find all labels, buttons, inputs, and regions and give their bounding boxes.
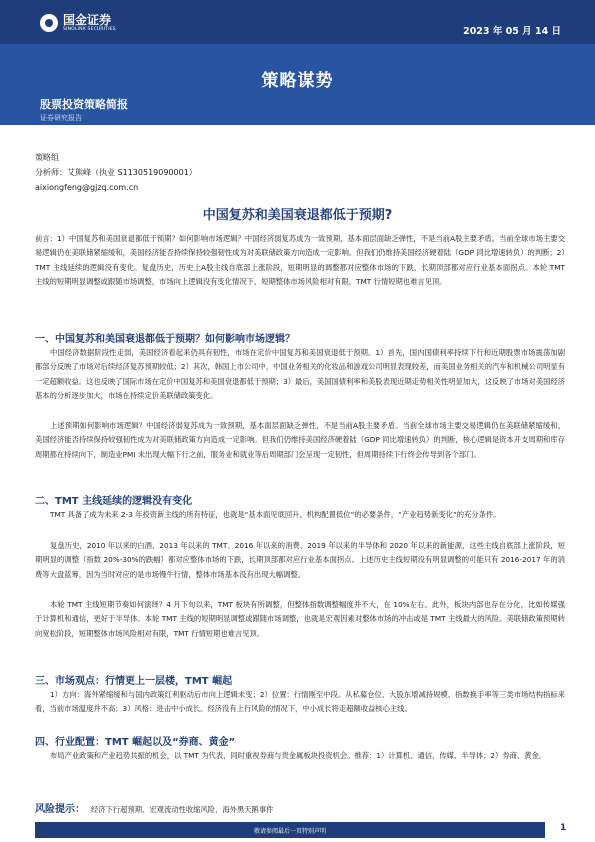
footer-bar	[35, 822, 545, 838]
section-1-paragraph-1: 中国经济数据阶段性走弱，美国经济看起来仍具有韧性，市场在定价中国复苏和美国衰退低于预期。1）首先，国内国债利率持续下行和近期股票市场震荡加剧都部分反映了市场对后续经济复苏预期较低；2）其次，韩国上市公司中，中国业务相关的化妆品和游戏公司明显表现较差，而美国业务相关的汽车和机械公司明显有一定超额收益。这也反映了国际市场在定价中国复苏和美国衰退都低于预期；3）最后，美国国债利率和美股表现近期走势相关性明显加大，这反映了市场对美国经济基本的分析逐步加大，市场在持续定价美联储政策变化。	[35, 348, 566, 400]
section-4-paragraph-1: 布局产业政策和产业趋势共振的机会，以 TMT 为代表，同时重视券商与贵金属板块投资机会。推荐：1）计算机、通信、传媒、半导体；2）券商、黄金。	[50, 751, 547, 760]
strategy-title: 策略谋势	[261, 71, 334, 91]
main-title: 中国复苏和美国衰退都低于预期?	[202, 208, 393, 223]
analyst-email[interactable]: aixiongfeng@gjzq.com.cn	[35, 183, 139, 192]
header-band	[0, 0, 595, 44]
analyst-info	[35, 150, 197, 195]
footer-disclaimer: 敬请参阅最后一页特别声明	[253, 828, 326, 835]
report-date: 2023 年 05 月 14 日	[463, 26, 561, 37]
section-2-paragraph-2: 复盘历史，2010 年以来的白酒、2013 年以来的 TMT、2016 年以来的消费、2019 年以来的半导体和 2020 年以来的新能源，这些主线自底部上涨阶段，短期明显的调整（指数 20%-30%的跌幅）都对应整体市场的下跌，长期顶部都对应行业基本面拐点。上述历史主线短期没有明显调整的可能只有 2016-2017 年的消费等大盘蓝筹，因为当时对应的是市场慢牛行情，整体市场基本没有出现大幅调整。	[35, 541, 565, 579]
title-band	[0, 44, 595, 125]
section-heading-1: 一、中国复苏和美国衰退都低于预期？如何影响市场逻辑？	[35, 334, 295, 345]
risk-warning	[35, 800, 273, 815]
section-heading-3: 三、市场观点：行情更上一层楼，TMT 崛起	[35, 676, 233, 687]
section-2-paragraph-1: TMT 具备了成为未来 2-3 年投资新主线的所有特征，也就是“基本面见底回升、机构配置低位”的必要条件，“产业趋势新变化”的充分条件。	[50, 510, 501, 519]
logo-en: SINOLINK SECURITIES	[63, 27, 116, 32]
section-heading-4: 四、行业配置：TMT 崛起以及“券商、黄金”	[35, 737, 236, 748]
analyst-name: 分析师：艾熊峰（执业 S1130519090001）	[35, 168, 197, 177]
section-heading-2: 二、TMT 主线延续的逻辑没有变化	[35, 496, 193, 507]
logo-cn: 国金证券	[63, 13, 112, 27]
section-1-paragraph-2: 上述预期如何影响市场逻辑？中国经济弱复苏成为一致预期，基本面层面缺乏弹性，不是当前A股主要矛盾。当前全球市场主要交易逻辑仍在美联储紧缩缓和，美国经济能否持续保持较强韧性成为对美联储政策方向造成一定影响。但我们仍维持美国经济硬着陆（GDP 同比增速转负）的判断，核心逻辑是资本开支周期和库存周期都在持续向下，制造业PMI 未出现大幅下行之前，服务业和就业等后周期部门会呈现一定韧性，但周期持续下行终会传导到各个部门。	[35, 421, 565, 459]
company-logo	[40, 14, 116, 33]
risk-label: 风险提示：	[35, 804, 85, 815]
page-number: 1	[560, 823, 567, 833]
intro-paragraph: 前言：1）中国复苏和美国衰退都低于预期？如何影响市场逻辑？中国经济弱复苏成为一致预期，基本面层面缺乏弹性，不是当前A股主要矛盾。当前全球市场主要交易逻辑仍在美联储紧缩缓和，美国经济能否持续保持较强韧性成为对美联储政策方向造成一定影响。但我们仍维持美国经济硬着陆（GDP 同比增速转负）的判断；2）TMT 主线延续的逻辑没有变化。复盘历史，历史上A股主线自底部上涨阶段，短期明显的调整都对应整体市场的下跌，长期顶部都对应行业基本面拐点。本轮 TMT 主线的短期明显调整或跟随市场调整，市场向上逻辑没有变化情况下，短期整体市场风险相对有限，TMT 行情短期也难言见顶。	[35, 234, 565, 286]
section-2-paragraph-3: 本轮 TMT 主线短期节奏如何演绎？4 月下旬以来，TMT 板块有所调整，但整体指数调整幅度并不大，在 10%左右。此外，板块内部也存在分化，比如传媒强于计算机和通信，更好于半导体。本轮 TMT 主线的短期明显调整或跟随市场调整，也就是宏观因素对整体市场的冲击或是 TMT 主线最大的风险。美联储政策预期转向宽松阶段，短期整体市场风险相对有限，TMT 行情短期也难言见顶。	[35, 600, 565, 638]
section-3-paragraph-1: 1）方向：海外紧缩缓和与国内政策红利驱动后市向上逻辑未变；2）位置：行情刚至中段。从私募仓位、大股东增减持规模、指数换手率等三类市场结构指标来看，当前市场温度并不高；3）风格：进击中小成长。经济没有上行风险的情况下，中小成长将走超额收益核心主线。	[35, 690, 565, 714]
analyst-team: 策略组	[35, 153, 59, 162]
logo-mark-icon	[40, 14, 58, 32]
risk-text: 经济下行超预期、宏观流动性收缩风险、海外黑天鹅事件	[91, 805, 274, 814]
report-subtype: 证券研究报告	[40, 114, 82, 122]
report-type: 股票投资策略简报	[40, 98, 128, 111]
